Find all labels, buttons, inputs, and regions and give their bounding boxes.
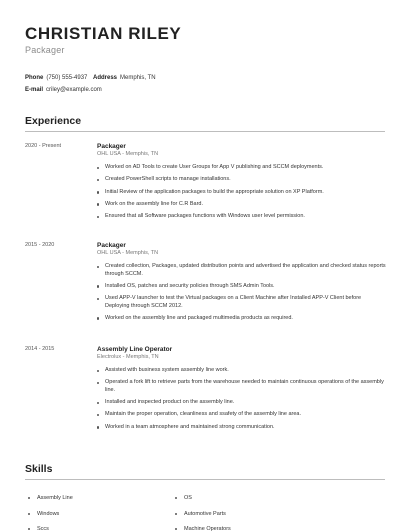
contact-phone (25, 75, 87, 81)
email-label: E-mail (25, 87, 44, 93)
candidate-name: CHRISTIAN RILEY (25, 24, 182, 43)
skill-item: Assembly Line (28, 495, 73, 501)
job-bullet: Created collection, Packages, updated distribution points and advertised the application and checked status reports through SCCM. (97, 263, 387, 278)
job-bullet: Used APP-V launcher to test the Virtual packages on a Client Machine after Installed APP-V Client before Deploying through SCCM 2012. (97, 295, 387, 310)
job-bullet: Work on the assembly line for C.R Bard. (97, 201, 387, 209)
job-title: Packager (97, 143, 126, 150)
job-bullet: Ensured that all Software packages functions with Windows user level permission. (97, 213, 387, 221)
job-bullet: Assisted with business system assembly line work. (97, 367, 387, 375)
job-bullet: Initial Review of the application packages to build the appropriate solution on XP Platform. (97, 189, 387, 197)
job-company: OHL USA - Memphis, TN (97, 151, 159, 157)
job-bullet: Created PowerShell scripts to manage installations. (97, 176, 387, 184)
experience-heading: Experience (25, 115, 82, 127)
job-dates: 2014 - 2015 (25, 346, 55, 352)
job-bullets (97, 263, 387, 327)
job-company: Electrolux - Memphis, TN (97, 354, 159, 360)
job-bullet: Installed and inspected product on the assembly line. (97, 399, 387, 407)
job-title: Packager (97, 242, 126, 249)
phone-value: (750) 555-4937 (46, 75, 88, 81)
skill-item: Windows (28, 511, 59, 517)
skill-item: Machine Operators (175, 526, 231, 532)
contact-address (93, 75, 156, 81)
address-value: Memphis, TN (120, 75, 156, 81)
contact-email (25, 87, 102, 93)
job-bullets (97, 164, 387, 225)
email-value[interactable]: criley@example.com (46, 87, 102, 93)
job-bullet: Worked on the assembly line and packaged multimedia products as required. (97, 315, 387, 323)
skill-item: OS (175, 495, 192, 501)
experience-divider (25, 131, 385, 132)
job-dates: 2015 - 2020 (25, 242, 55, 248)
job-title: Assembly Line Operator (97, 346, 173, 353)
skills-divider (25, 479, 385, 480)
job-bullet: Worked on AD Tools to create User Groups for App V publishing and SCCM deployments. (97, 164, 387, 172)
job-bullet: Operated a fork lift to retrieve parts from the warehouse needed to maintain continuous operations of the assembly line. (97, 379, 387, 394)
skill-item: Automotive Parts (175, 511, 226, 517)
job-bullet: Installed OS, patches and security policies through SMS Admin Tools. (97, 283, 387, 291)
skill-item: Sccs (28, 526, 49, 532)
phone-label: Phone (25, 75, 44, 81)
skills-heading: Skills (25, 463, 53, 475)
job-bullet: Worked in a team atmosphere and maintained strong communication. (97, 424, 387, 432)
job-bullets (97, 367, 387, 436)
address-label: Address (93, 75, 118, 81)
job-dates: 2020 - Present (25, 143, 62, 149)
job-company: OHL USA - Memphis, TN (97, 250, 159, 256)
job-bullet: Maintain the proper operation, cleanliness and ssafety of the assembly line area. (97, 411, 387, 419)
candidate-role: Packager (25, 45, 65, 55)
